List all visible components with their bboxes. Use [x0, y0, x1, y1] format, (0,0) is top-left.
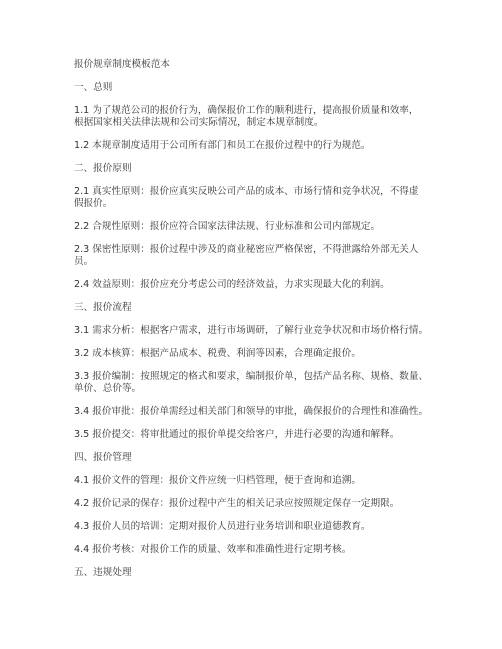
paragraph	[74, 371, 434, 395]
paragraph-line: 根据国家相关法律法规和公司实际情况，制定本规章制度。	[74, 117, 324, 128]
paragraph	[74, 279, 434, 291]
document-title: 报价规章制度模板范本	[74, 59, 170, 70]
paragraph-line: 单价、总价等。	[74, 383, 142, 394]
paragraph	[74, 406, 434, 418]
paragraph-line: 1.1 为了规范公司的报价行为，确保报价工作的顺利进行，提高报价质量和效率，	[74, 105, 419, 116]
paragraph	[74, 475, 434, 487]
paragraph-line: 4.1 报价文件的管理：报价文件应统一归档管理，便于查询和追溯。	[74, 475, 361, 486]
paragraph	[74, 140, 434, 152]
paragraph	[74, 221, 434, 233]
paragraph-line: 3.3 报价编制：按照规定的格式和要求，编制报价单，包括产品名称、规格、数量、	[74, 371, 429, 382]
paragraph	[74, 348, 434, 360]
paragraph-line: 1.2 本规章制度适用于公司所有部门和员工在报价过程中的行为规范。	[74, 140, 371, 151]
paragraph-line: 3.4 报价审批：报价单需经过相关部门和领导的审批，确保报价的合理性和准确性。	[74, 406, 429, 417]
paragraph-line: 2.1 真实性原则：报价应真实反映公司产品的成本、市场行情和竞争状况，不得虚	[74, 186, 419, 197]
section-heading: 三、报价流程	[74, 302, 132, 313]
section-heading: 二、报价原则	[74, 163, 132, 174]
paragraph-line: 员。	[74, 256, 94, 267]
paragraph-line: 3.2 成本核算：根据产品成本、税费、利润等因素，合理确定报价。	[74, 348, 361, 359]
paragraph	[74, 544, 434, 556]
paragraph-line: 2.2 合规性原则：报价应符合国家法律法规、行业标准和公司内部规定。	[74, 221, 381, 232]
paragraph-line: 3.1 需求分析：根据客户需求，进行市场调研，了解行业竞争状况和市场价格行情。	[74, 325, 429, 336]
paragraph-line: 4.4 报价考核：对报价工作的质量、效率和准确性进行定期考核。	[74, 544, 352, 555]
paragraph-line: 4.2 报价记录的保存：报价过程中产生的相关记录应按照规定保存一定期限。	[74, 498, 400, 509]
paragraph	[74, 521, 434, 533]
paragraph-line: 2.3 保密性原则：报价过程中涉及的商业秘密应严格保密，不得泄露给外部无关人	[74, 244, 419, 255]
document-body	[74, 59, 434, 590]
paragraph	[74, 429, 434, 441]
paragraph-line: 2.4 效益原则：报价应充分考虑公司的经济效益，力求实现最大化的利润。	[74, 279, 390, 290]
paragraph-line: 3.5 报价提交：将审批通过的报价单提交给客户，并进行必要的沟通和解释。	[74, 429, 400, 440]
paragraph	[74, 498, 434, 510]
paragraph	[74, 105, 434, 129]
paragraph	[74, 325, 434, 337]
section-heading: 四、报价管理	[74, 452, 132, 463]
section-heading: 五、违规处理	[74, 567, 132, 578]
section-heading: 一、总则	[74, 82, 113, 93]
paragraph-line: 假报价。	[74, 198, 113, 209]
paragraph-line: 4.3 报价人员的培训：定期对报价人员进行业务培训和职业道德教育。	[74, 521, 371, 532]
paragraph	[74, 244, 434, 268]
paragraph	[74, 186, 434, 210]
